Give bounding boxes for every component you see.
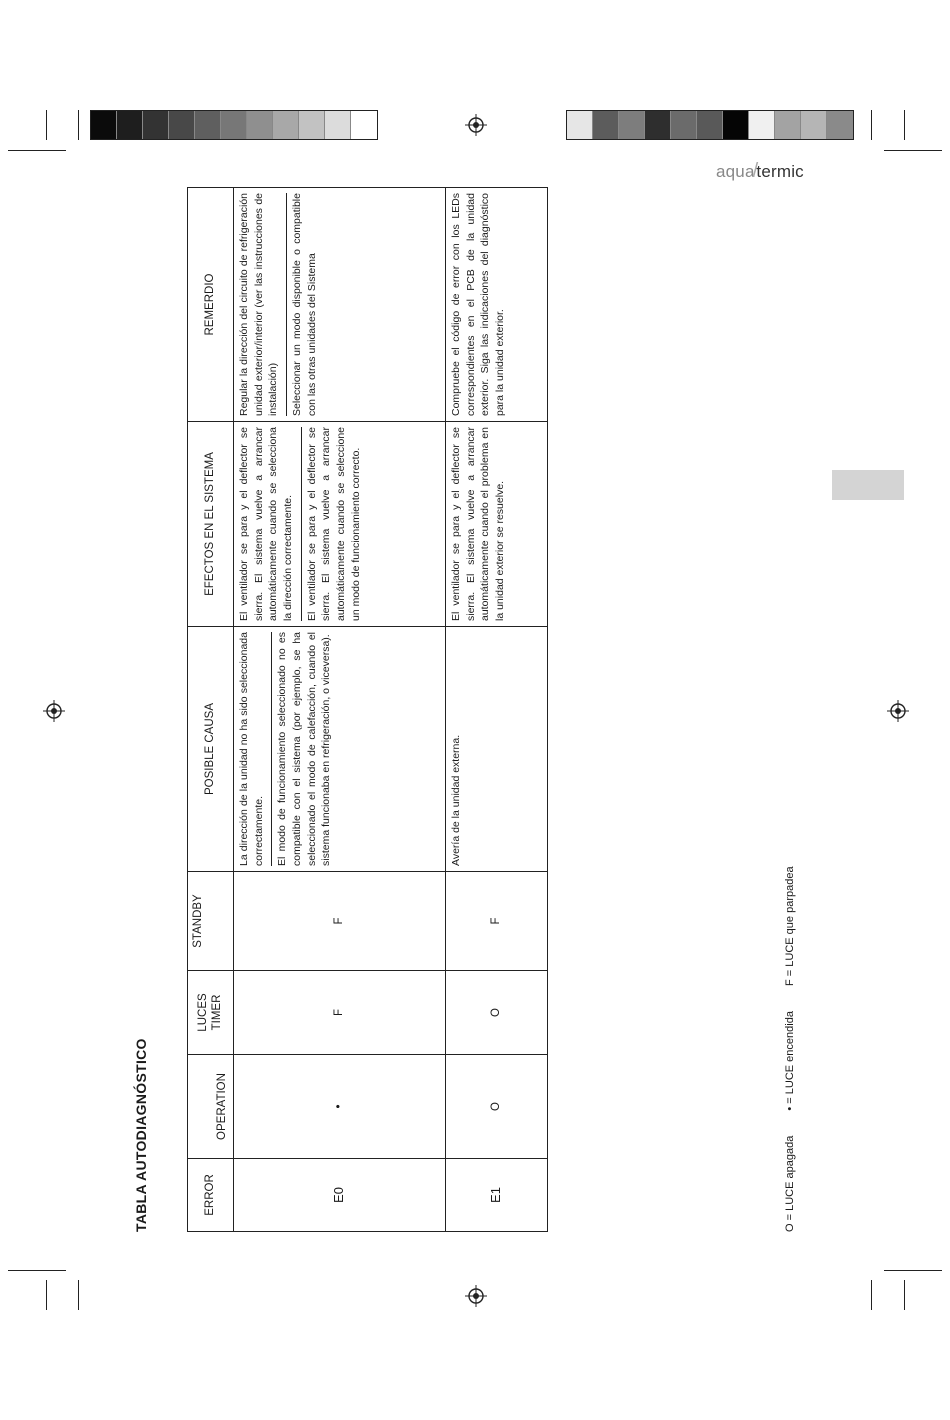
color-swatch	[827, 111, 853, 139]
page-title: TABLA AUTODIAGNÓSTICO	[133, 1038, 149, 1232]
color-swatch	[247, 111, 273, 139]
header-error: ERROR	[188, 1159, 234, 1232]
header-causa: POSIBLE CAUSA	[188, 627, 234, 872]
effect-text: El ventilador se para y el deflector se sierra. El sistema vuelve a arrancar automáticamente cuando el problema en la unidad exterior se resuelve.	[450, 427, 507, 621]
color-swatch	[567, 111, 593, 139]
cause-text: Avería de la unidad externa.	[450, 734, 462, 866]
error-code: E0	[234, 1159, 446, 1232]
cause-text: El modo de funcionamiento seleccionado no es compatible con el sistema (por ejemplo, se ha seleccionado el modo de calefacción, cuando el sistema funcionaba en refrigeración, o viceversa).	[276, 632, 333, 866]
color-swatch	[351, 111, 377, 139]
color-swatch	[593, 111, 619, 139]
color-swatch	[801, 111, 827, 139]
crop-mark	[8, 150, 66, 151]
remedy-text: Compruebe el código de error con los LEDs correspondientes en el PCB de la unidad exterior. Siga las indicaciones del diagnóstico para la unidad exterior.	[450, 193, 507, 416]
led-operation: O	[446, 1055, 548, 1159]
remedy-text: Regular la dirección del circuito de refrigeración unidad exterior/interior (ver las instrucciones de instalación)	[238, 193, 280, 416]
crop-mark	[884, 150, 942, 151]
color-swatch	[325, 111, 351, 139]
error-code: E1	[446, 1159, 548, 1232]
legend-off: O = LUCE apagada	[784, 1135, 796, 1232]
crop-mark	[904, 1280, 905, 1310]
effect-cell	[446, 422, 548, 627]
crop-mark	[871, 1280, 872, 1310]
color-swatch	[645, 111, 671, 139]
registration-mark-icon	[465, 1285, 487, 1307]
color-swatch	[749, 111, 775, 139]
color-swatch	[117, 111, 143, 139]
crop-mark	[871, 110, 872, 140]
led-operation: •	[234, 1055, 446, 1159]
header-standby: STANDBY	[188, 872, 234, 971]
crop-mark	[78, 110, 79, 140]
led-timer: O	[446, 971, 548, 1055]
color-swatch	[169, 111, 195, 139]
color-swatch	[195, 111, 221, 139]
legend-on: • = LUCE encendida	[784, 1011, 796, 1111]
led-standby: F	[234, 872, 446, 971]
header-efectos: EFECTOS EN EL SISTEMA	[188, 422, 234, 627]
rotated-content	[133, 187, 796, 1232]
header-luces-timer: LUCES TIMER	[188, 971, 234, 1055]
table-header-row	[188, 188, 234, 1232]
brand-logo: aqua/termic	[716, 160, 804, 182]
header-operation: OPERATION	[188, 1055, 234, 1159]
color-swatch	[671, 111, 697, 139]
diagnostic-table	[187, 187, 548, 1232]
registration-mark-icon	[465, 114, 487, 136]
crop-mark	[884, 1270, 942, 1271]
led-standby: F	[446, 872, 548, 971]
color-swatch	[143, 111, 169, 139]
cause-cell	[234, 627, 446, 872]
color-swatch	[775, 111, 801, 139]
color-swatch	[697, 111, 723, 139]
effect-text: El ventilador se para y el deflector se sierra. El sistema vuelve a arrancar automáticamente cuando se selecciona la dirección correctamente.	[238, 427, 295, 621]
remedy-cell	[234, 188, 446, 422]
legend	[784, 844, 796, 1232]
crop-mark	[904, 110, 905, 140]
color-bar-left	[90, 110, 378, 140]
cause-text: La dirección de la unidad no ha sido seleccionada correctamente.	[238, 632, 265, 866]
effect-cell	[234, 422, 446, 627]
effect-text: El ventilador se para y el deflector se sierra. El sistema vuelve a arrancar automáticamente cuando se seleccione un modo de funcionamiento correcto.	[305, 427, 362, 621]
crop-mark	[46, 1280, 47, 1310]
header-remedio: REMERDIO	[188, 188, 234, 422]
crop-mark	[8, 1270, 66, 1271]
crop-mark	[46, 110, 47, 140]
registration-mark-icon	[43, 700, 65, 722]
legend-blink: F = LUCE que parpadea	[784, 866, 796, 986]
color-bar-right	[566, 110, 854, 140]
section-tab-marker	[832, 470, 904, 500]
led-timer: F	[234, 971, 446, 1055]
remedy-text: Seleccionar un modo disponible o compatible con las otras unidades del Sistema	[291, 193, 318, 416]
color-swatch	[273, 111, 299, 139]
registration-mark-icon	[887, 700, 909, 722]
color-swatch	[723, 111, 749, 139]
color-swatch	[91, 111, 117, 139]
color-swatch	[221, 111, 247, 139]
crop-mark	[78, 1280, 79, 1310]
color-swatch	[619, 111, 645, 139]
cause-cell	[446, 627, 548, 872]
table-row	[446, 188, 548, 1232]
color-swatch	[299, 111, 325, 139]
remedy-cell	[446, 188, 548, 422]
table-row	[234, 188, 446, 1232]
